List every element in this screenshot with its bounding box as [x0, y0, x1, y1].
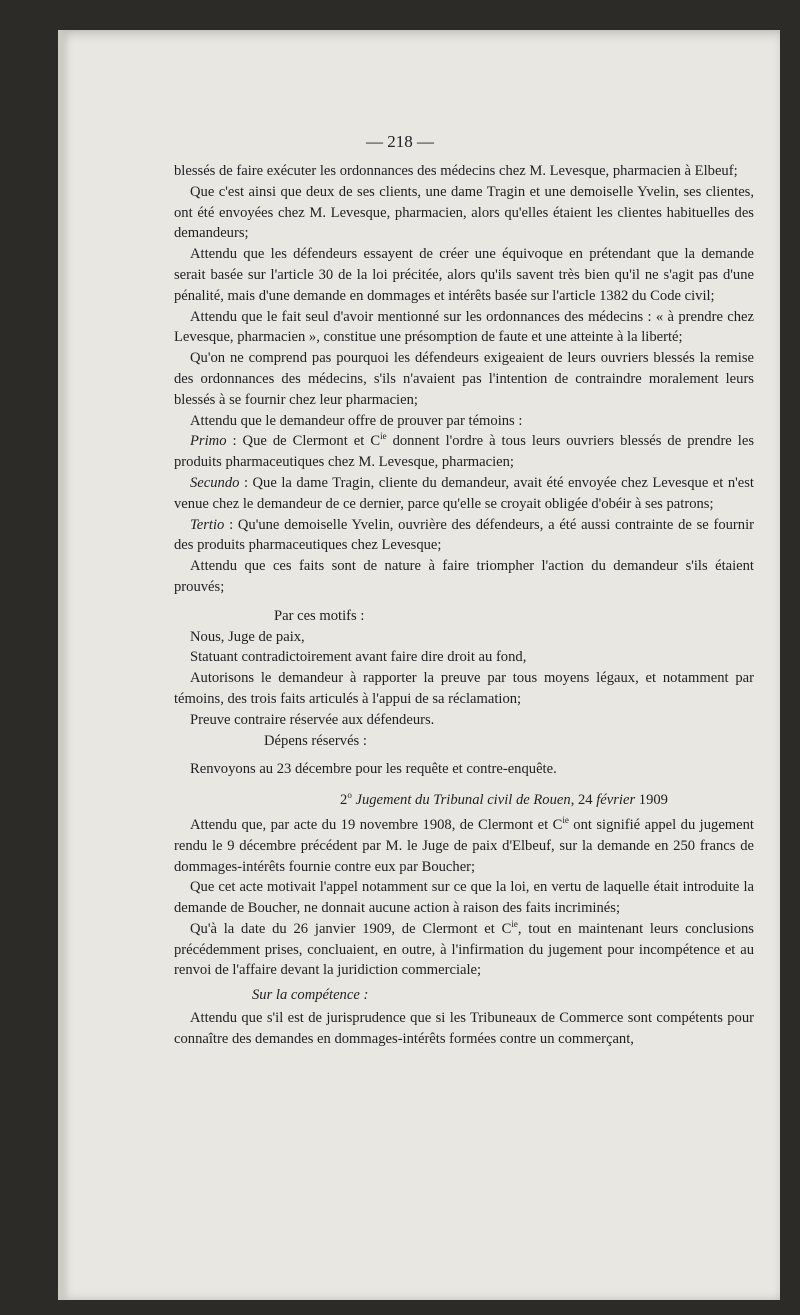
tertio-text: : Qu'une demoiselle Yvelin, ouvrière des défendeurs, a été aussi contrainte de se fournir des produits pharmaceutiques chez Levesque; [174, 516, 754, 554]
paragraph-tertio [174, 515, 754, 557]
primo-text-a: : Que de Clermont et C [226, 433, 381, 450]
tertio-label: Tertio [190, 516, 225, 533]
q1-sup: ie [562, 815, 569, 826]
q3-text-b: , tout en maintenant leurs conclusions précédemment prises, concluaient, en outre, à l'infirmation du jugement pour incompétence et au renvoi de l'affaire devant la juridiction commerciale; [174, 920, 754, 979]
secundo-text: : Que la dame Tragin, cliente du demandeur, avait été envoyée chez Levesque et n'est venue chez le demandeur de ce dernier, parce qu'elle se croyait obligée d'obéir à ses patrons; [174, 474, 754, 512]
paragraph [174, 815, 754, 877]
paragraph: Attendu que le fait seul d'avoir mentionné sur les ordonnances des médecins : « à prendre chez Levesque, pharmacien », constitue une présomption de faute et une atteinte à la liberté; [174, 308, 754, 346]
body-text [174, 161, 754, 1050]
paragraph [174, 919, 754, 981]
paragraph: Que c'est ainsi que deux de ses clients, une dame Tragin et une demoiselle Yvelin, ses clientes, ont été envoyées chez M. Levesque, pharmacien, alors qu'elles étaient les clientes habituelles des demandeurs; [174, 183, 754, 242]
heading-year: 1909 [635, 792, 668, 809]
paragraph: Attendu que les défendeurs essayent de créer une équivoque en prétendant que la demande serait basée sur l'article 30 de la loi précitée, alors qu'ils savent très bien qu'il ne s'agit pas d'une pénalité, mais d'une demande en dommages et intérêts basée sur l'article 1382 du Code civil; [174, 246, 754, 304]
renvoyons-line: Renvoyons au 23 décembre pour les requête et contre-enquête. [190, 761, 557, 778]
dispositif-line: Preuve contraire réservée aux défendeurs. [190, 711, 435, 728]
paragraph: Attendu que s'il est de jurisprudence que si les Tribuneaux de Commerce sont compétents pour connaître des demandes en dommages-intérêts formées contre un commerçant, [174, 1010, 754, 1047]
secundo-label: Secundo [190, 474, 240, 491]
heading-date-a: , 24 [570, 792, 597, 809]
page-number: — 218 — [366, 132, 434, 151]
primo-text-b: donnent l'ordre à tous leurs ouvriers blessés de prendre les produits pharmaceutiques chez M. Levesque, pharmacien; [174, 433, 754, 471]
primo-label: Primo [190, 433, 227, 450]
q1-text-b: ont signifié appel du jugement rendu le 9 décembre précédent par M. le Juge de paix d'Elbeuf, sur la demande en 250 francs de dommages-intérêts fournie contre eux par Boucher; [174, 816, 754, 875]
dispositif-line: Autorisons le demandeur à rapporter la preuve par tous moyens légaux, et notamment par témoins, des trois faits articulés à l'appui de sa réclamation; [174, 670, 754, 707]
page-gutter-shadow [58, 30, 70, 1300]
depens-line: Dépens réservés : [264, 732, 367, 749]
heading-month: février [596, 792, 636, 809]
dispositif-line: Statuant contradictoirement avant faire dire droit au fond, [190, 649, 527, 666]
dispositif-line: Nous, Juge de paix, [190, 628, 305, 645]
paragraph: blessés de faire exécuter les ordonnances des médecins chez M. Levesque, pharmacien à Elbeuf; [174, 163, 738, 179]
section-heading [174, 790, 754, 811]
q3-text-a: Qu'à la date du 26 janvier 1909, de Clermont et C [190, 920, 512, 937]
paragraph: Qu'on ne comprend pas pourquoi les défendeurs exigeaient de leurs ouvriers blessés la remise des ordonnances des médecins, s'ils n'avaient pas l'intention de contraindre moralement leurs blessés à se fournir chez leur pharmacien; [174, 350, 754, 408]
paragraph: Attendu que ces faits sont de nature à faire triompher l'action du demandeur s'ils étaient prouvés; [174, 558, 754, 595]
heading-sup: o [347, 790, 352, 801]
q3-sup: ie [511, 919, 518, 930]
paragraph: Que cet acte motivait l'appel notamment sur ce que la loi, en vertu de laquelle était introduite la demande de Boucher, ne donnait aucune action à raison des faits incriminés; [174, 879, 754, 917]
sub-heading: Sur la compétence : [252, 987, 369, 1004]
primo-sup: ie [380, 431, 387, 442]
paragraph-primo [174, 431, 754, 473]
paragraph: Attendu que le demandeur offre de prouver par témoins : [190, 412, 523, 429]
q1-text-a: Attendu que, par acte du 19 novembre 1908, de Clermont et C [190, 816, 563, 833]
paragraph-secundo [174, 473, 754, 515]
heading-number: 2 [340, 792, 348, 809]
heading-court: Jugement du Tribunal civil de Rouen [351, 792, 571, 809]
motifs-line: Par ces motifs : [274, 607, 365, 624]
